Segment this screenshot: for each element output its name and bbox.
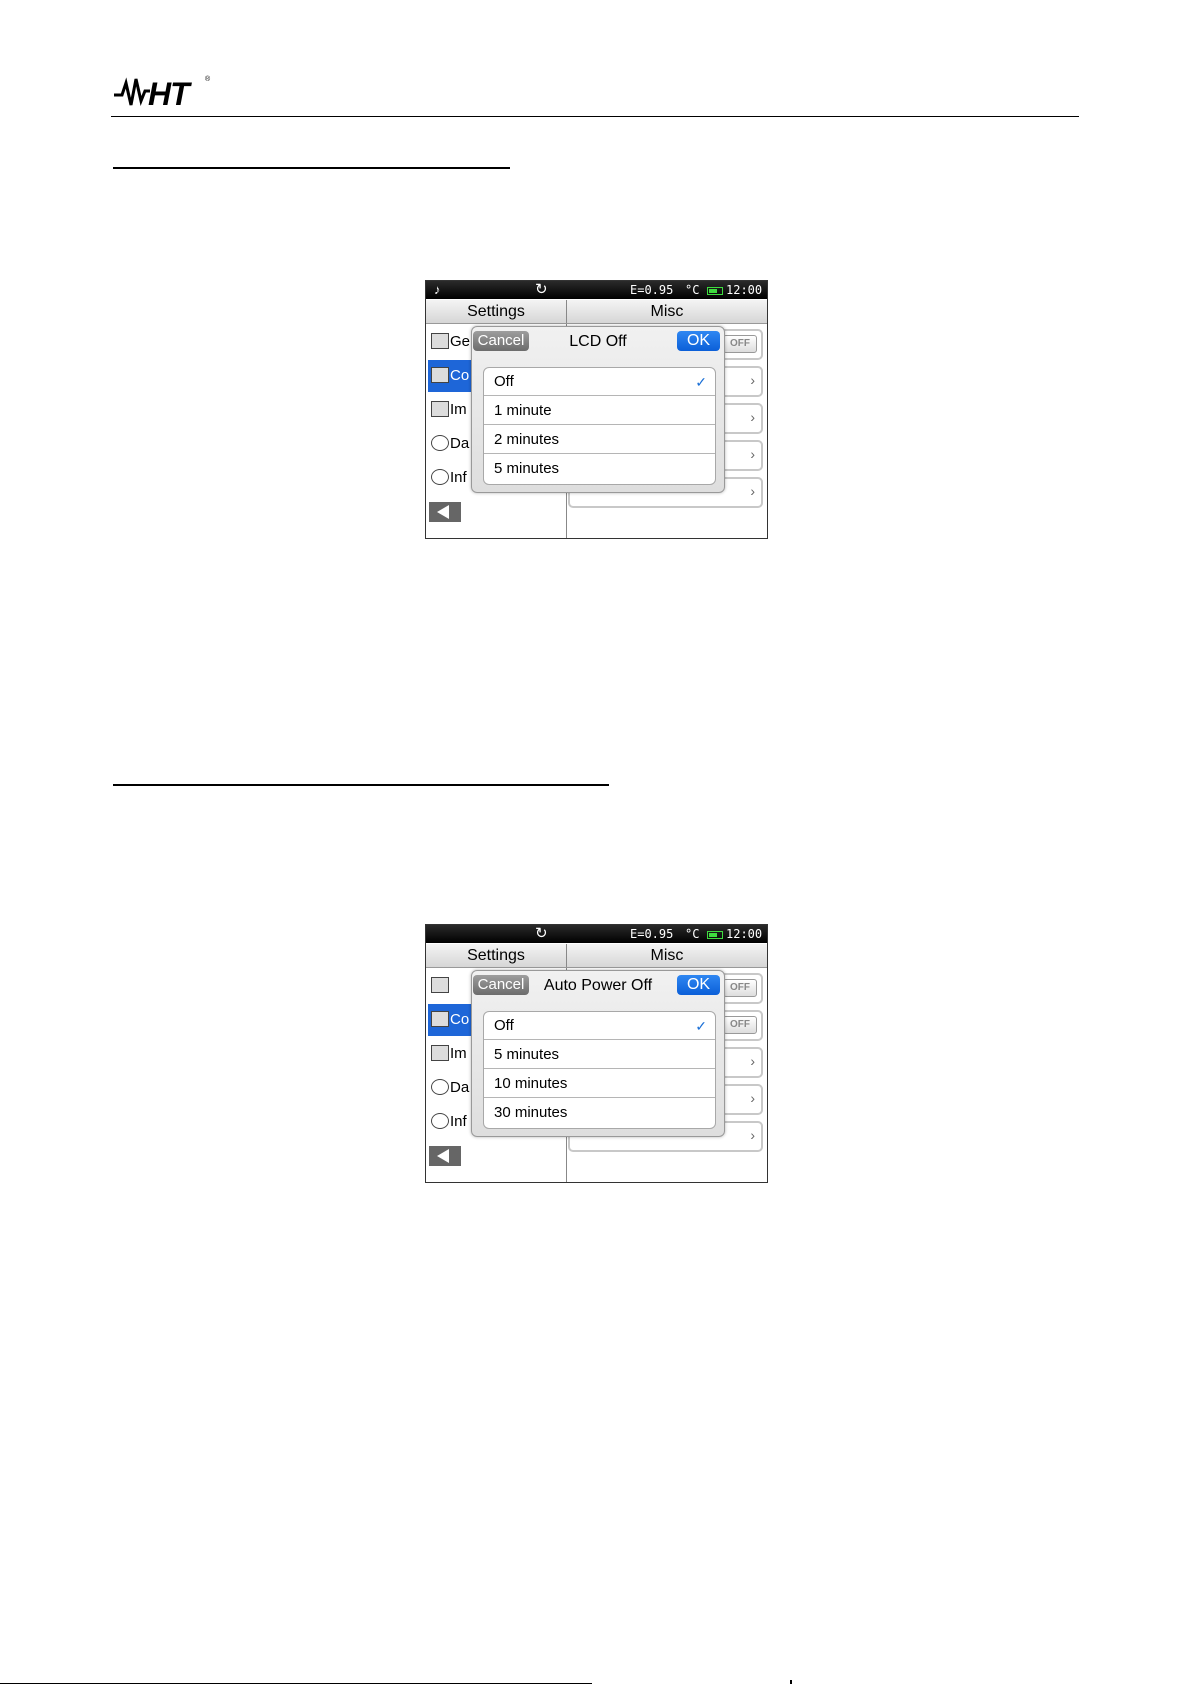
clock-icon [431, 1079, 449, 1095]
emissivity-readout: E=0.95 [630, 927, 674, 941]
option-label: 30 minutes [494, 1104, 568, 1121]
sidebar-item-label: Co [450, 367, 470, 384]
chevron-right-icon: › [750, 409, 755, 425]
info-icon [431, 1113, 449, 1129]
option-label: 5 minutes [494, 1046, 560, 1063]
option-item[interactable] [484, 1070, 715, 1098]
option-label: 5 minutes [494, 460, 560, 477]
back-arrow-icon[interactable] [429, 502, 461, 522]
ht-logo-text: HT [148, 76, 189, 112]
ok-button[interactable]: OK [677, 975, 720, 995]
info-icon [431, 469, 449, 485]
lcd-off-dialog [471, 326, 725, 493]
cancel-button[interactable]: Cancel [473, 975, 529, 995]
option-label: 2 minutes [494, 431, 560, 448]
option-item[interactable] [484, 397, 715, 425]
option-item[interactable] [484, 1099, 715, 1127]
sidebar-item-label: Inf [450, 1113, 467, 1130]
clock: 12:00 [726, 927, 763, 941]
sidebar-item-label: Inf [450, 469, 467, 486]
off-toggle[interactable]: OFF [723, 335, 757, 353]
ok-button[interactable]: OK [677, 331, 720, 351]
sidebar-item-label: Da [450, 1079, 470, 1096]
tab-settings[interactable]: Settings [426, 300, 567, 323]
battery-icon [707, 287, 723, 295]
tab-misc[interactable]: Misc [650, 303, 684, 320]
option-item[interactable] [484, 1012, 715, 1040]
option-item[interactable] [484, 368, 715, 396]
cancel-button[interactable]: Cancel [473, 331, 529, 351]
status-bar [426, 925, 767, 943]
option-label: 10 minutes [494, 1075, 568, 1092]
clock: 12:00 [726, 283, 763, 297]
temperature-unit: °C [685, 927, 700, 941]
battery-icon [707, 931, 723, 939]
clock-icon [431, 435, 449, 451]
emissivity-readout: E=0.95 [630, 283, 674, 297]
chevron-right-icon: › [750, 483, 755, 499]
tab-settings[interactable]: Settings [426, 944, 567, 967]
sidebar-item-label: Im [450, 1045, 467, 1062]
dialog-title: LCD Off [569, 333, 627, 350]
registered-mark: ® [205, 76, 211, 83]
tab-misc[interactable]: Misc [650, 947, 684, 964]
option-item[interactable] [484, 426, 715, 454]
device-screenshot-auto-power-off [425, 924, 768, 1183]
config-icon [431, 1011, 449, 1027]
rotate-icon: ↻ [535, 925, 548, 942]
gear-icon [431, 977, 449, 993]
tab-bar [426, 944, 767, 968]
rotate-icon: ↻ [535, 281, 548, 298]
header-rule [111, 116, 1079, 117]
config-icon [431, 367, 449, 383]
option-list [483, 367, 716, 485]
option-item[interactable] [484, 455, 715, 483]
back-arrow-icon[interactable] [429, 1146, 461, 1166]
option-label: Off [494, 1017, 514, 1034]
option-label: 1 minute [494, 402, 552, 419]
sidebar-item-label: Im [450, 401, 467, 418]
image-icon [431, 401, 449, 417]
chevron-right-icon: › [750, 1053, 755, 1069]
probe-icon: ♪ [434, 282, 441, 297]
off-toggle[interactable]: OFF [723, 1016, 757, 1034]
chevron-right-icon: › [750, 1127, 755, 1143]
sidebar-item-label: Co [450, 1011, 470, 1028]
off-toggle[interactable]: OFF [723, 979, 757, 997]
status-bar [426, 281, 767, 299]
gear-icon [431, 333, 449, 349]
image-icon [431, 1045, 449, 1061]
footer-rule [0, 1683, 592, 1684]
option-item[interactable] [484, 1041, 715, 1069]
checkmark-icon: ✓ [695, 1018, 707, 1034]
section-heading-underline [113, 167, 510, 169]
option-label: Off [494, 373, 514, 390]
sidebar-item-label: Ge [450, 333, 471, 350]
chevron-right-icon: › [750, 446, 755, 462]
checkmark-icon: ✓ [695, 374, 707, 390]
sidebar-item-label: Da [450, 435, 470, 452]
chevron-right-icon: › [750, 372, 755, 388]
temperature-unit: °C [685, 283, 700, 297]
auto-power-off-dialog [471, 970, 725, 1137]
tab-bar [426, 300, 767, 324]
dialog-title: Auto Power Off [543, 977, 653, 994]
chevron-right-icon: › [750, 1090, 755, 1106]
option-list [483, 1011, 716, 1129]
section-heading-underline [113, 784, 609, 786]
footer-mark [790, 1680, 792, 1684]
device-screenshot-lcd-off [425, 280, 768, 539]
